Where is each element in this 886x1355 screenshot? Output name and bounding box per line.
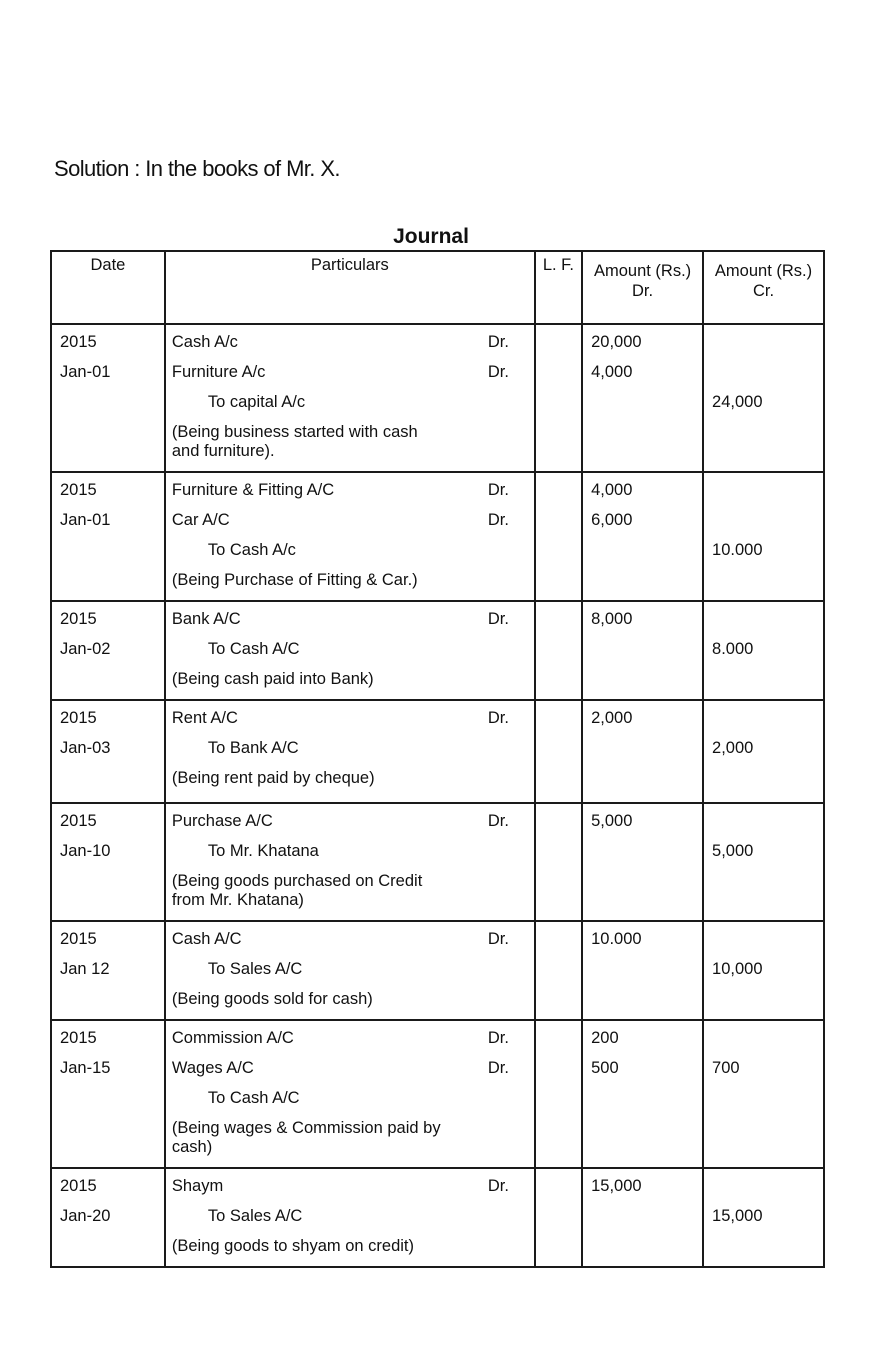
entry-year: 2015 [60, 930, 97, 948]
col-amount-cr [703, 251, 824, 324]
entry-date: Jan-01 [60, 363, 111, 381]
dr-tag: Dr. [487, 812, 509, 830]
credit-amount-cell [703, 1020, 824, 1168]
journal-table [50, 250, 825, 1268]
entry-year: 2015 [60, 481, 97, 499]
lf-cell [535, 1020, 582, 1168]
entry-year: 2015 [60, 333, 97, 351]
lf-cell [535, 601, 582, 700]
particulars-cell [165, 700, 535, 803]
spacer [712, 806, 817, 836]
debit-amount: 10.000 [591, 930, 642, 948]
debit-account: Cash A/C [171, 930, 242, 948]
date-cell [51, 921, 165, 1020]
debit-amount: 2,000 [591, 709, 633, 727]
narration: (Being goods to shyam on credit) [171, 1237, 415, 1255]
debit-account: Bank A/C [171, 610, 241, 628]
dr-tag: Dr. [487, 709, 509, 727]
col-amount-dr-sub: Dr. [632, 282, 654, 300]
debit-amount-cell [582, 601, 703, 700]
credit-amount: 700 [712, 1059, 740, 1077]
journal-body [51, 324, 824, 1267]
debit-line [172, 475, 528, 505]
debit-account: Wages A/C [171, 1059, 254, 1077]
lf-cell [535, 472, 582, 601]
dr-tag: Dr. [487, 1059, 509, 1077]
particulars-cell [165, 324, 535, 472]
lf-cell [535, 803, 582, 921]
entry-date: Jan-20 [60, 1207, 111, 1225]
particulars-cell [165, 1168, 535, 1267]
page-edge-mark [852, 1128, 874, 1298]
journal-entry-row [51, 324, 824, 472]
spacer [712, 1023, 817, 1053]
debit-amount-cell [582, 472, 703, 601]
spacer [712, 1171, 817, 1201]
debit-line [172, 806, 528, 836]
dr-tag: Dr. [487, 363, 509, 381]
debit-account: Purchase A/C [171, 812, 273, 830]
debit-amount: 15,000 [591, 1177, 642, 1195]
credit-account: To Bank A/C [207, 739, 299, 757]
debit-amount-cell [582, 803, 703, 921]
particulars-cell [165, 472, 535, 601]
debit-line [172, 327, 528, 357]
solution-heading: Solution : In the books of Mr. X. [54, 156, 340, 181]
narration: (Being cash paid into Bank) [171, 670, 374, 688]
credit-amount: 2,000 [712, 739, 754, 757]
debit-amount: 4,000 [591, 363, 633, 381]
entry-date: Jan 12 [60, 960, 110, 978]
spacer [712, 924, 817, 954]
entry-date: Jan-01 [60, 511, 111, 529]
journal-entry-row [51, 700, 824, 803]
debit-amount: 20,000 [591, 333, 642, 351]
date-cell [51, 601, 165, 700]
debit-line [172, 357, 528, 387]
credit-account: To capital A/c [207, 393, 306, 411]
credit-amount-cell [703, 324, 824, 472]
spacer [712, 505, 817, 535]
debit-account: Rent A/C [171, 709, 238, 727]
credit-amount: 24,000 [712, 393, 763, 411]
entry-date: Jan-03 [60, 739, 111, 757]
lf-cell [535, 324, 582, 472]
narration: (Being wages & Commission paid by cash) [171, 1119, 441, 1156]
credit-amount: 5,000 [712, 842, 754, 860]
spacer [712, 604, 817, 634]
dr-tag: Dr. [487, 930, 509, 948]
entry-year: 2015 [60, 610, 97, 628]
debit-amount: 6,000 [591, 511, 633, 529]
narration: (Being rent paid by cheque) [171, 769, 375, 787]
entry-date: Jan-02 [60, 640, 111, 658]
credit-amount: 15,000 [712, 1207, 763, 1225]
journal-entry-row [51, 472, 824, 601]
credit-account: To Cash A/C [207, 1089, 300, 1107]
date-cell [51, 1168, 165, 1267]
credit-account: To Mr. Khatana [207, 842, 319, 860]
credit-account: To Sales A/C [207, 960, 303, 978]
date-cell [51, 803, 165, 921]
journal-title: Journal [393, 225, 469, 248]
credit-amount-cell [703, 700, 824, 803]
credit-amount-cell [703, 921, 824, 1020]
credit-amount-cell [703, 803, 824, 921]
particulars-cell [165, 601, 535, 700]
credit-account: To Sales A/C [207, 1207, 303, 1225]
credit-amount: 10.000 [712, 541, 763, 559]
debit-amount: 8,000 [591, 610, 633, 628]
date-cell [51, 700, 165, 803]
dr-tag: Dr. [487, 610, 509, 628]
lf-cell [535, 1168, 582, 1267]
col-amount-dr [582, 251, 703, 324]
col-date: Date [51, 251, 165, 324]
debit-line [172, 1053, 528, 1083]
entry-year: 2015 [60, 1029, 97, 1047]
debit-line [172, 1171, 528, 1201]
dr-tag: Dr. [487, 333, 509, 351]
lf-cell [535, 921, 582, 1020]
dr-tag: Dr. [487, 1029, 509, 1047]
date-cell [51, 324, 165, 472]
debit-line [172, 1023, 528, 1053]
debit-account: Cash A/c [171, 333, 238, 351]
spacer [712, 327, 817, 357]
entry-date: Jan-15 [60, 1059, 111, 1077]
spacer [712, 357, 817, 387]
debit-account: Furniture & Fitting A/C [171, 481, 335, 499]
narration: (Being goods sold for cash) [171, 990, 373, 1008]
credit-amount-cell [703, 601, 824, 700]
dr-tag: Dr. [487, 511, 509, 529]
journal-entry-row [51, 1020, 824, 1168]
dr-tag: Dr. [487, 1177, 509, 1195]
debit-line [172, 924, 528, 954]
debit-amount-cell [582, 1168, 703, 1267]
debit-amount-cell [582, 921, 703, 1020]
date-cell [51, 472, 165, 601]
particulars-cell [165, 803, 535, 921]
debit-amount: 5,000 [591, 812, 633, 830]
entry-year: 2015 [60, 812, 97, 830]
debit-amount-cell [582, 700, 703, 803]
debit-amount: 4,000 [591, 481, 633, 499]
header-row [51, 251, 824, 324]
journal-entry-row [51, 1168, 824, 1267]
entry-year: 2015 [60, 709, 97, 727]
col-amount-cr-sub: Cr. [752, 282, 775, 300]
credit-account: To Cash A/C [207, 640, 300, 658]
credit-amount-cell [703, 472, 824, 601]
debit-amount-cell [582, 1020, 703, 1168]
entry-year: 2015 [60, 1177, 97, 1195]
debit-amount: 500 [591, 1059, 619, 1077]
narration: (Being business started with cash and furniture). [171, 423, 418, 460]
debit-line [172, 505, 528, 535]
spacer [712, 475, 817, 505]
col-particulars: Particulars [165, 251, 535, 324]
particulars-cell [165, 1020, 535, 1168]
credit-amount-cell [703, 1168, 824, 1267]
entry-date: Jan-10 [60, 842, 111, 860]
lf-cell [535, 700, 582, 803]
debit-account: Furniture A/c [171, 363, 266, 381]
debit-amount-cell [582, 324, 703, 472]
debit-account: Shaym [171, 1177, 224, 1195]
particulars-cell [165, 921, 535, 1020]
col-amount-cr-label: Amount (Rs.) [714, 262, 813, 280]
narration: (Being Purchase of Fitting & Car.) [171, 571, 418, 589]
journal-entry-row [51, 601, 824, 700]
spacer [712, 703, 817, 733]
debit-account: Commission A/C [171, 1029, 294, 1047]
journal-entry-row [51, 803, 824, 921]
credit-amount: 10,000 [712, 960, 763, 978]
debit-line [172, 604, 528, 634]
debit-amount: 200 [591, 1029, 619, 1047]
credit-amount: 8.000 [712, 640, 754, 658]
credit-account: To Cash A/c [207, 541, 296, 559]
debit-account: Car A/C [171, 511, 230, 529]
narration: (Being goods purchased on Credit from Mr. Khatana) [171, 872, 423, 909]
journal-entry-row [51, 921, 824, 1020]
col-amount-dr-label: Amount (Rs.) [593, 262, 692, 280]
col-lf: L. F. [535, 251, 582, 324]
debit-line [172, 703, 528, 733]
dr-tag: Dr. [487, 481, 509, 499]
date-cell [51, 1020, 165, 1168]
